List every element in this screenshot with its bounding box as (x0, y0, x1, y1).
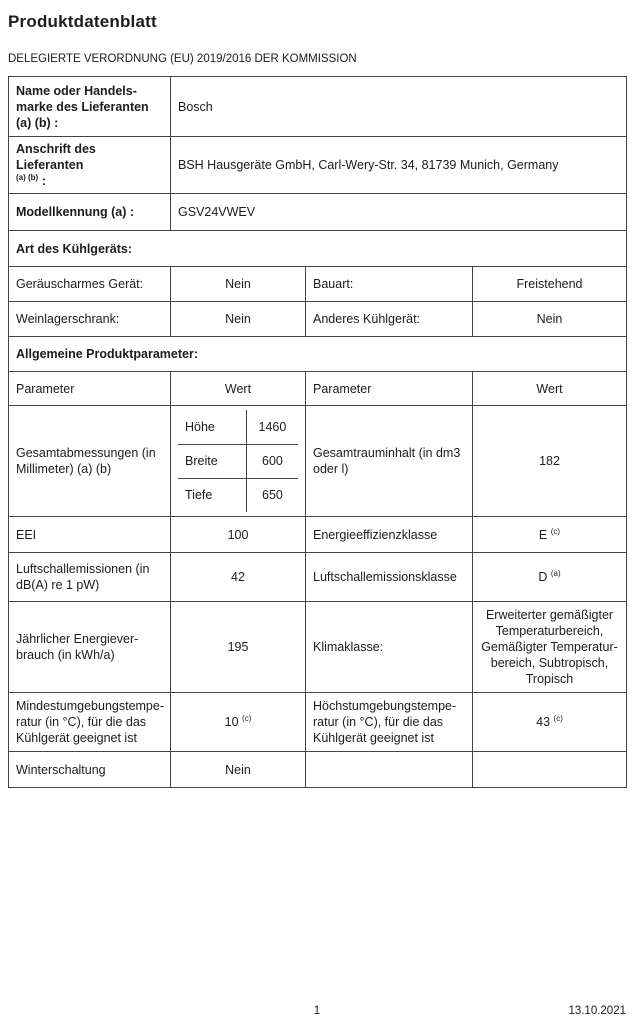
param-label: Klimaklasse: (306, 602, 473, 693)
param-value: 42 (171, 553, 306, 602)
param-value: Nein (171, 267, 306, 302)
page-title: Produktdatenblatt (8, 12, 157, 31)
param-value (473, 752, 627, 788)
table-row (9, 267, 627, 302)
param-value: D $^{(a)}$ (473, 553, 627, 602)
param-label (306, 752, 473, 788)
param-label: EEI (9, 517, 171, 553)
param-label: Winterschaltung (9, 752, 171, 788)
dimensions-subtable-cell (171, 406, 306, 517)
param-value: 43 $^{(c)}$ (473, 693, 627, 752)
param-value: Nein (171, 302, 306, 337)
supplier-name-label: Name oder Handels-marke des Lieferanten (a) (b) : (9, 77, 171, 137)
footnote-mark: (a) (550, 568, 561, 578)
supplier-name-value: Bosch (171, 77, 627, 137)
table-row (9, 302, 627, 337)
param-value: Nein (473, 302, 627, 337)
column-header-wert: Wert (473, 372, 627, 406)
param-value: Nein (171, 752, 306, 788)
footnote-mark: (a) (b) (16, 172, 39, 182)
footnote-mark: (c) (550, 526, 561, 536)
dimensions-row (9, 406, 627, 517)
param-value: Erweiterter gemäßigter Temperaturbereich, Gemäßigter Temperatur-bereich, Subtropisch, Tropisch (473, 602, 627, 693)
param-label: Luftschallemissionen (in dB(A) re 1 pW) (9, 553, 171, 602)
param-label: Weinlagerschrank: (9, 302, 171, 337)
dimension-name: Tiefe (178, 478, 246, 512)
param-label: Anderes Kühlgerät: (306, 302, 473, 337)
dimension-value: 1460 (246, 410, 298, 444)
total-volume-label: Gesamtrauminhalt (in dm3 oder l) (306, 406, 473, 517)
section-header-row (9, 231, 627, 267)
table-row (9, 77, 627, 137)
dimension-name: Breite (178, 444, 246, 478)
table-row (9, 137, 627, 194)
page-number: 1 (313, 1005, 321, 1017)
model-id-value: GSV24VWEV (171, 194, 627, 231)
dimension-value: 600 (246, 444, 298, 478)
param-value: 100 (171, 517, 306, 553)
column-header-row (9, 372, 627, 406)
column-header-parameter: Parameter (9, 372, 171, 406)
section-header-row (9, 337, 627, 372)
param-label: Geräuscharmes Gerät: (9, 267, 171, 302)
param-label: Luftschallemissionsklasse (306, 553, 473, 602)
footnote-mark: (c) (242, 713, 252, 723)
table-row (178, 478, 298, 512)
param-label: Mindestumgebungstempe-ratur (in °C), für die das Kühlgerät geeignet ist (9, 693, 171, 752)
model-id-label: Modellkennung (a) : (9, 194, 171, 231)
footer-date: 13.10.2021 (568, 1005, 626, 1017)
param-label: Energieeffizienzklasse (306, 517, 473, 553)
supplier-address-value: BSH Hausgeräte GmbH, Carl-Wery-Str. 34, 81739 Munich, Germany (171, 137, 627, 194)
table-row (9, 693, 627, 752)
dimensions-label: Gesamtabmessungen (in Millimeter) (a) (b) (9, 406, 171, 517)
param-value: Freistehend (473, 267, 627, 302)
section-heading-type: Art des Kühlgeräts: (9, 231, 627, 267)
regulation-subtitle: DELEGIERTE VERORDNUNG (EU) 2019/2016 DER KOMMISSION (8, 53, 357, 65)
param-label: Jährlicher Energiever-brauch (in kWh/a) (9, 602, 171, 693)
table-row (9, 602, 627, 693)
param-value: E $^{(c)}$ (473, 517, 627, 553)
supplier-address-label: Anschrift des Lieferanten $^{(a) (b)}$ : (9, 137, 171, 194)
footnote-mark: (c) (553, 713, 563, 723)
total-volume-value: 182 (473, 406, 627, 517)
section-heading-parameters: Allgemeine Produktparameter: (9, 337, 627, 372)
table-row (9, 752, 627, 788)
table-row (9, 194, 627, 231)
dimension-value: 650 (246, 478, 298, 512)
dimension-name: Höhe (185, 419, 215, 434)
param-value: 195 (171, 602, 306, 693)
table-row (178, 444, 298, 478)
column-header-wert: Wert (171, 372, 306, 406)
product-datasheet-table (8, 76, 627, 788)
table-row (178, 410, 298, 444)
table-row (9, 553, 627, 602)
param-label: Höchstumgebungstempe-ratur (in °C), für die das Kühlgerät geeignet ist (306, 693, 473, 752)
dimensions-subtable (178, 410, 298, 512)
column-header-parameter: Parameter (306, 372, 473, 406)
param-value: 10 $^{(c)}$ (171, 693, 306, 752)
table-row (9, 517, 627, 553)
param-label: Bauart: (306, 267, 473, 302)
